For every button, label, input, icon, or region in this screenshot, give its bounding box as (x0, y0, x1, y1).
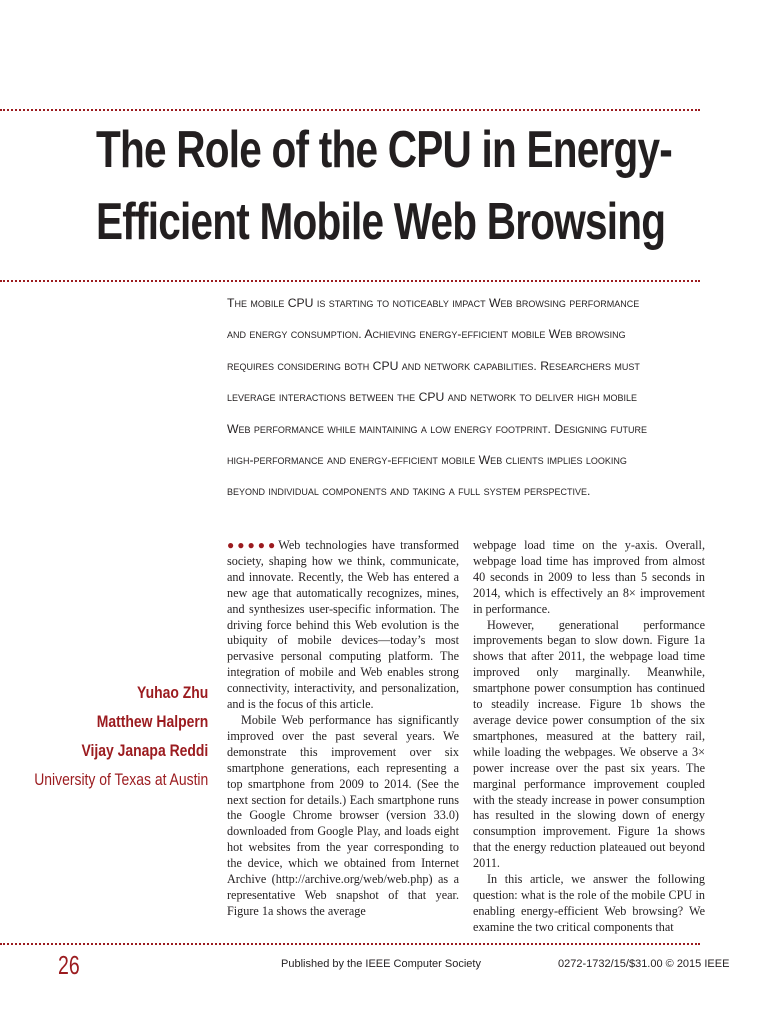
abstract-line: The mobile CPU is starting to noticeably impact Web browsing performance (227, 296, 640, 310)
body-paragraph (227, 538, 459, 713)
body-paragraph: webpage load time on the y-axis. Overall, webpage load time has improved from almost 40 seconds in 2009 to less than 5 seconds in 2014, which is effectively an 8× improvement in performance. (473, 538, 705, 616)
abstract (227, 288, 707, 508)
body-paragraph: Mobile Web performance has significantly improved over the past several years. We demonstrate this improvement over six smartphone generations, each representing a top smartphone from 2009 to 2014. (See the next section for details.) Each smartphone runs the Google Chrome browser (version 33.0) downloaded from Google Play, and loads eight hot websites from the year corresponding to the device, which we obtained from Internet Archive (http://archive.org/web/web.php) as a representative Web snapshot of that year. Figure 1a shows the average (227, 712, 459, 918)
lead-dots-ornament: ●●●●● (227, 538, 279, 552)
page-number: 26 (58, 950, 80, 980)
author-affiliation: University of Texas at Austin (33, 770, 208, 789)
body-column-right (473, 538, 705, 936)
abstract-line: and energy consumption. Achieving energy-efficient mobile Web browsing (227, 327, 626, 342)
title-dotted-rule (0, 280, 700, 282)
abstract-line: requires considering both CPU and network capabilities. Researchers must (227, 358, 640, 373)
author-name: Matthew Halpern (96, 712, 208, 731)
article-title-line-1: The Role of the CPU in Energy- (96, 121, 673, 179)
abstract-line: high-performance and energy-efficient mobile Web clients implies looking (227, 453, 627, 468)
top-dotted-rule (0, 109, 700, 111)
body-column-left (227, 538, 459, 920)
publisher-line: Published by the IEEE Computer Society (281, 958, 481, 970)
abstract-line: beyond individual components and taking a full system perspective. (227, 484, 591, 499)
body-paragraph: However, generational performance improvements began to slow down. Figure 1a shows that after 2011, the webpage load time improved only marginally. Meanwhile, smartphone power consumption has continued to steadily increase. Figure 1b shows the average device power consumption of the six smartphones, measured at the battery rail, while loading the webpages. We observe a 3× power increase over the past six years. The marginal performance improvement coupled with the steady increase in power consumption has resulted in the slowing down of energy consumption improvement. Figure 1a shows that the energy reduction plateaued out beyond 2011. (473, 617, 705, 871)
abstract-line: leverage interactions between the CPU and network to deliver high mobile (227, 390, 637, 405)
body-paragraph-text: Web technologies have transformed society, shaping how we think, communicate, and innovate. Recently, the Web has entered a new age that automatically recognizes, mines, and synthesizes user-specific information. The driving force behind this Web evolution is the ubiquity of mobile devices—today’s most pervasive personal computing platform. The integration of mobile and Web enables strong connectivity, interactivity, and personalization, and is the focus of this article. (227, 538, 459, 712)
article-title-line-2: Efficient Mobile Web Browsing (96, 193, 666, 251)
author-name: Yuhao Zhu (136, 683, 208, 702)
author-name: Vijay Janapa Reddi (81, 741, 208, 760)
copyright-line: 0272-1732/15/$31.00 © 2015 IEEE (558, 958, 730, 970)
abstract-line: Web performance while maintaining a low energy footprint. Designing future (227, 421, 648, 436)
author-block (0, 678, 208, 794)
footer-dotted-rule (0, 943, 700, 945)
body-paragraph: In this article, we answer the following question: what is the role of the mobile CPU in enabling energy-efficient Web browsing? We examine the two critical components that (473, 872, 705, 934)
